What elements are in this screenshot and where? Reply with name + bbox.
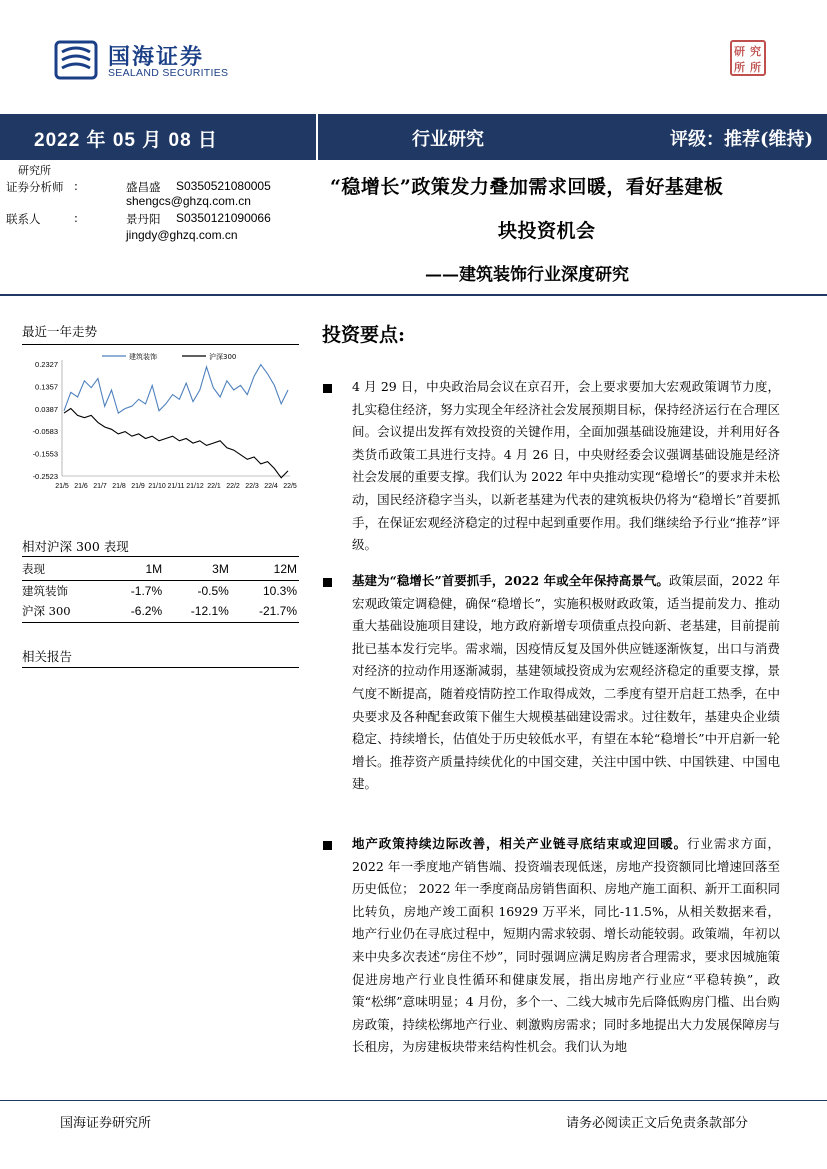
series-line-1	[64, 365, 288, 414]
footer-disclaimer: 请务必阅读正文后免责条款部分	[566, 1116, 749, 1131]
x-tick-label: 21/6	[74, 483, 88, 490]
y-tick-label: -0.0583	[32, 427, 58, 437]
table-cell: -12.1%	[162, 601, 229, 622]
x-tick-label: 22/1	[207, 483, 221, 490]
header-bar	[0, 114, 827, 160]
contact-name: 景丹阳	[126, 212, 161, 226]
performance-table	[22, 559, 299, 623]
x-tick-label: 22/5	[283, 483, 297, 490]
report-title-line2: 块投资机会	[498, 220, 596, 242]
table-header-cell: 3M	[162, 559, 229, 580]
contact-colon: :	[74, 211, 78, 225]
trend-chart-svg	[22, 350, 299, 492]
bullet-icon	[323, 841, 332, 850]
table-cell: -1.7%	[130, 583, 163, 598]
x-tick-label: 21/11	[167, 483, 185, 490]
company-logo	[54, 40, 314, 82]
analyst-email[interactable]: shengcs@ghzq.com.cn	[126, 194, 251, 208]
paragraph-2-lead: 基建为“稳增长”首要抓手，2022 年或全年保持高景气。	[352, 573, 669, 588]
x-tick-label: 21/7	[93, 483, 107, 490]
x-tick-label: 21/9	[131, 483, 145, 490]
paragraph-3-lead: 地产政策持续边际改善，相关产业链寻底结束或迎回暖。	[352, 836, 688, 851]
y-tick-label: 0.2327	[35, 360, 58, 369]
footer-divider	[0, 1100, 827, 1101]
paragraph-3-body: 行业需求方面，2022 年一季度地产销售端、投资端表现低迷，房地产投资额同比增速回落至历史低位； 2022 年一季度商品房销售面积、房地产施工面积、新开工面积同比转负，房地产竣工面积 16929 万平米，同比-11.5%，从相关数据来看，地产行业仍在寻底过程中，短期内需求较弱、增长动能较弱。政策端，年初以来中央多次表述“房住不炒”，同时强调应满足购房者合理需求，要求因城施策促进房地产行业良性循环和健康发展，指出房地产行业应“平稳转换”，政策“松绑”意味明显；4 月份，多个一、二线大城市先后降低购房门槛、出台购房政策，持续松绑地产行业、刺激购房需求；同时多地提出大力发展保障房与长租房，为房建板块带来结构性机会。我们认为地	[352, 836, 780, 1055]
x-tick-label: 22/3	[245, 483, 259, 490]
table-cell: -0.5%	[197, 583, 229, 598]
paragraph-2-body: 政策层面，2022 年宏观政策定调稳健，确保“稳增长”，实施积极财政政策，适当提前发力、推动重大基础设施项目建设，地方政府新增专项债重点投向新、老基建，目前提前批已基本发行完毕。需求端，因疫情反复及国外供应链逐渐恢复，出口与消费对经济的拉动作用逐渐减弱，基建领域投资成为宏观经济稳定的重要支撑，景气度不断提高，随着疫情防控工作取得成效，二季度有望开启赶工热季，在中央要求及各种配套政策下催生大规模基础建设需求。过往数年，基建央企业绩稳定、持续增长，估值处于历史较低水平，有望在本轮“稳增长”中开启新一轮增长。推荐资产质量持续优化的中国交建，关注中国中铁、中国铁建、中国电建。	[352, 573, 780, 792]
x-tick-label: 22/4	[264, 483, 278, 490]
rating: 评级：推荐(维持)	[670, 129, 814, 150]
table-header-cell: 表现	[22, 559, 107, 580]
table-row	[22, 601, 299, 622]
table-cell: 10.3%	[262, 583, 297, 598]
table-cell: 沪深 300	[22, 601, 107, 622]
table-header-row	[22, 559, 299, 580]
contact-cert: S0350121090066	[176, 211, 271, 225]
report-type: 行业研究	[412, 129, 484, 150]
company-name-cn: 国海证券	[108, 45, 205, 70]
bullet-icon	[323, 578, 332, 587]
table-cell: -6.2%	[107, 601, 162, 622]
y-tick-label: -0.2523	[32, 472, 58, 481]
title-divider	[0, 294, 827, 296]
analyst-cert: S0350521080005	[176, 179, 271, 193]
paragraph-2	[352, 570, 780, 796]
y-tick-label: 0.1357	[35, 382, 58, 392]
perf-title: 相对沪深 300 表现	[22, 539, 129, 554]
company-name-en: SEALAND SECURITIES	[108, 67, 229, 79]
y-tick-label: -0.1553	[32, 449, 58, 459]
footer-institute: 国海证券研究所	[60, 1116, 152, 1131]
bullet-icon	[323, 384, 332, 393]
related-title: 相关报告	[22, 649, 73, 664]
header-separator	[316, 114, 318, 160]
analyst-colon: :	[74, 179, 78, 193]
analyst-role: 证券分析师	[6, 180, 64, 194]
report-subtitle: ——建筑装饰行业深度研究	[425, 265, 629, 285]
report-title-line1: “稳增长”政策发力叠加需求回暖，看好基建板	[330, 176, 724, 198]
y-tick-label: 0.0387	[35, 404, 58, 414]
related-divider	[22, 667, 299, 668]
legend-label: 建筑装饰	[129, 353, 157, 361]
analyst-name: 盛昌盛	[126, 180, 161, 194]
x-tick-label: 21/5	[55, 483, 69, 490]
x-tick-label: 21/10	[148, 483, 166, 490]
trend-title: 最近一年走势	[22, 324, 98, 339]
report-date: 2022 年 05 月 08 日	[34, 130, 218, 151]
trend-divider	[22, 344, 299, 345]
legend-label: 沪深300	[209, 353, 237, 361]
x-tick-label: 21/12	[186, 483, 204, 490]
perf-divider	[22, 556, 299, 557]
trend-chart	[22, 350, 299, 492]
research-seal-icon: 研 究 所 所	[730, 40, 766, 76]
series-line-2	[64, 409, 288, 478]
logo-mark-icon	[54, 40, 98, 80]
contact-role: 联系人	[6, 212, 41, 226]
paragraph-3	[352, 833, 780, 1059]
institute-label: 研究所	[18, 164, 51, 177]
x-tick-label: 22/2	[226, 483, 240, 490]
table-cell: -21.7%	[229, 601, 299, 622]
table-header-cell: 1M	[107, 559, 162, 580]
table-cell: 建筑装饰	[22, 583, 68, 598]
paragraph-1: 4 月 29 日，中央政治局会议在京召开，会上要求要加大宏观政策调节力度，扎实稳住经济，努力实现全年经济社会发展预期目标，保持经济运行在合理区间。会议提出发挥有效投资的关键作用，全面加强基础设施建设，并利用好各类货币政策工具进行支持。4 月 26 日，中央财经委会议强调基础设施是经济社会发展的重要支撑。我们认为 2022 年中央推动实现“稳增长”的要求并未松动，国民经济稳字当头，以新老基建为代表的建筑板块仍将为“稳增长”首要抓手，在保证宏观经济稳定的过程中起到重要作用。我们继续给予行业“推荐”评级。	[352, 379, 780, 553]
x-tick-label: 21/8	[112, 483, 126, 490]
table-header-cell: 12M	[229, 559, 299, 580]
section-title: 投资要点:	[322, 324, 406, 346]
contact-email[interactable]: jingdy@ghzq.com.cn	[126, 228, 238, 242]
table-row	[22, 580, 299, 601]
